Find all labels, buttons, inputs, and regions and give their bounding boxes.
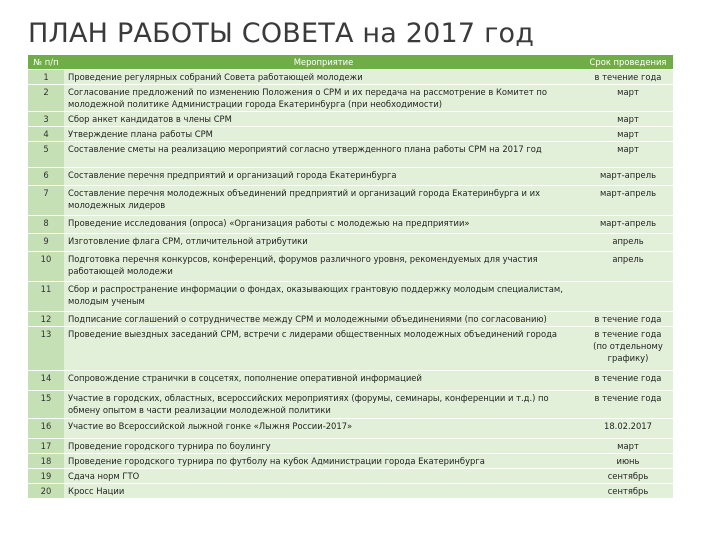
row-event: Сбор анкет кандидатов в члены СРМ (64, 112, 583, 127)
row-num: 8 (28, 216, 64, 234)
table-row (28, 484, 673, 499)
table-row (28, 216, 673, 234)
table-row (28, 142, 673, 168)
row-num: 17 (28, 439, 64, 454)
table-row (28, 186, 673, 216)
row-date: март-апрель (583, 168, 673, 186)
row-date: март (583, 127, 673, 142)
row-date: сентябрь (583, 484, 673, 499)
row-date: март (583, 85, 673, 112)
row-event: Подписание соглашений о сотрудничестве между СРМ и молодежными объединениями (по согласованию) (64, 312, 583, 327)
row-event: Составление перечня предприятий и организаций города Екатеринбурга (64, 168, 583, 186)
row-event: Утверждение плана работы СРМ (64, 127, 583, 142)
row-num: 9 (28, 234, 64, 252)
row-event: Кросс Нации (64, 484, 583, 499)
row-date: в течение года (583, 391, 673, 419)
row-num: 11 (28, 282, 64, 312)
row-date: в течение года (583, 70, 673, 85)
table-row (28, 168, 673, 186)
table-row (28, 112, 673, 127)
row-date: апрель (583, 252, 673, 282)
table-row (28, 469, 673, 484)
row-num: 15 (28, 391, 64, 419)
table-row (28, 371, 673, 391)
row-event: Составление перечня молодежных объединений предприятий и организаций города Екатеринбурга и их молодежных лидеров (64, 186, 583, 216)
row-event: Проведение исследования (опроса) «Организация работы с молодежью на предприятии» (64, 216, 583, 234)
row-num: 2 (28, 85, 64, 112)
row-date: март-апрель (583, 216, 673, 234)
row-event: Изготовление флага СРМ, отличительной атрибутики (64, 234, 583, 252)
plan-table (28, 55, 673, 499)
row-date: в течение года (583, 312, 673, 327)
table-row (28, 312, 673, 327)
row-date: 18.02.2017 (583, 419, 673, 439)
row-event: Согласование предложений по изменению Положения о СРМ и их передача на рассмотрение в Комитет по молодежной политике Администрации города Екатеринбурга (при необходимости) (64, 85, 583, 112)
row-num: 4 (28, 127, 64, 142)
row-event: Участие во Всероссийской лыжной гонке «Лыжня России-2017» (64, 419, 583, 439)
row-date: март (583, 112, 673, 127)
row-event: Проведение городского турнира по футболу на кубок Администрации города Екатеринбурга (64, 454, 583, 469)
table-row (28, 419, 673, 439)
row-date: сентябрь (583, 469, 673, 484)
table-row (28, 391, 673, 419)
table-row (28, 252, 673, 282)
table-row (28, 234, 673, 252)
table-row (28, 85, 673, 112)
row-event: Сдача норм ГТО (64, 469, 583, 484)
table-row (28, 282, 673, 312)
row-event: Сбор и распространение информации о фондах, оказывающих грантовую поддержку молодым специалистам, молодым ученым (64, 282, 583, 312)
row-num: 16 (28, 419, 64, 439)
row-num: 13 (28, 327, 64, 371)
row-num: 19 (28, 469, 64, 484)
row-event: Проведение выездных заседаний СРМ, встречи с лидерами общественных молодежных объединений города (64, 327, 583, 371)
row-date: март (583, 439, 673, 454)
row-date: в течение года (583, 371, 673, 391)
column-header-event: Мероприятие (64, 55, 583, 70)
row-num: 12 (28, 312, 64, 327)
row-event: Подготовка перечня конкурсов, конференций, форумов различного уровня, рекомендуемых для участия работающей молодежи (64, 252, 583, 282)
table-row (28, 70, 673, 85)
row-event: Проведение городского турнира по боулингу (64, 439, 583, 454)
row-date: в течение года (по отдельному графику) (583, 327, 673, 371)
row-num: 5 (28, 142, 64, 168)
row-num: 14 (28, 371, 64, 391)
row-event: Участие в городских, областных, всероссийских мероприятиях (форумы, семинары, конференции и т.д.) по обмену опытом в части реализации молодежной политики (64, 391, 583, 419)
row-num: 18 (28, 454, 64, 469)
column-header-date: Срок проведения (583, 55, 673, 70)
row-num: 1 (28, 70, 64, 85)
table-row (28, 454, 673, 469)
page-title: ПЛАН РАБОТЫ СОВЕТА на 2017 год (28, 18, 535, 49)
row-num: 7 (28, 186, 64, 216)
row-event: Составление сметы на реализацию мероприятий согласно утвержденного плана работы СРМ на 2017 год (64, 142, 583, 168)
column-header-num: № п/п (28, 55, 64, 70)
table-row (28, 127, 673, 142)
row-date (583, 282, 673, 312)
table-row (28, 439, 673, 454)
table-header-row (28, 55, 673, 70)
row-date: июнь (583, 454, 673, 469)
row-date: март-апрель (583, 186, 673, 216)
row-num: 3 (28, 112, 64, 127)
row-num: 20 (28, 484, 64, 499)
row-num: 6 (28, 168, 64, 186)
row-event: Проведение регулярных собраний Совета работающей молодежи (64, 70, 583, 85)
row-num: 10 (28, 252, 64, 282)
row-event: Сопровождение странички в соцсетях, пополнение оперативной информацией (64, 371, 583, 391)
table-row (28, 327, 673, 371)
row-date: апрель (583, 234, 673, 252)
row-date: март (583, 142, 673, 168)
